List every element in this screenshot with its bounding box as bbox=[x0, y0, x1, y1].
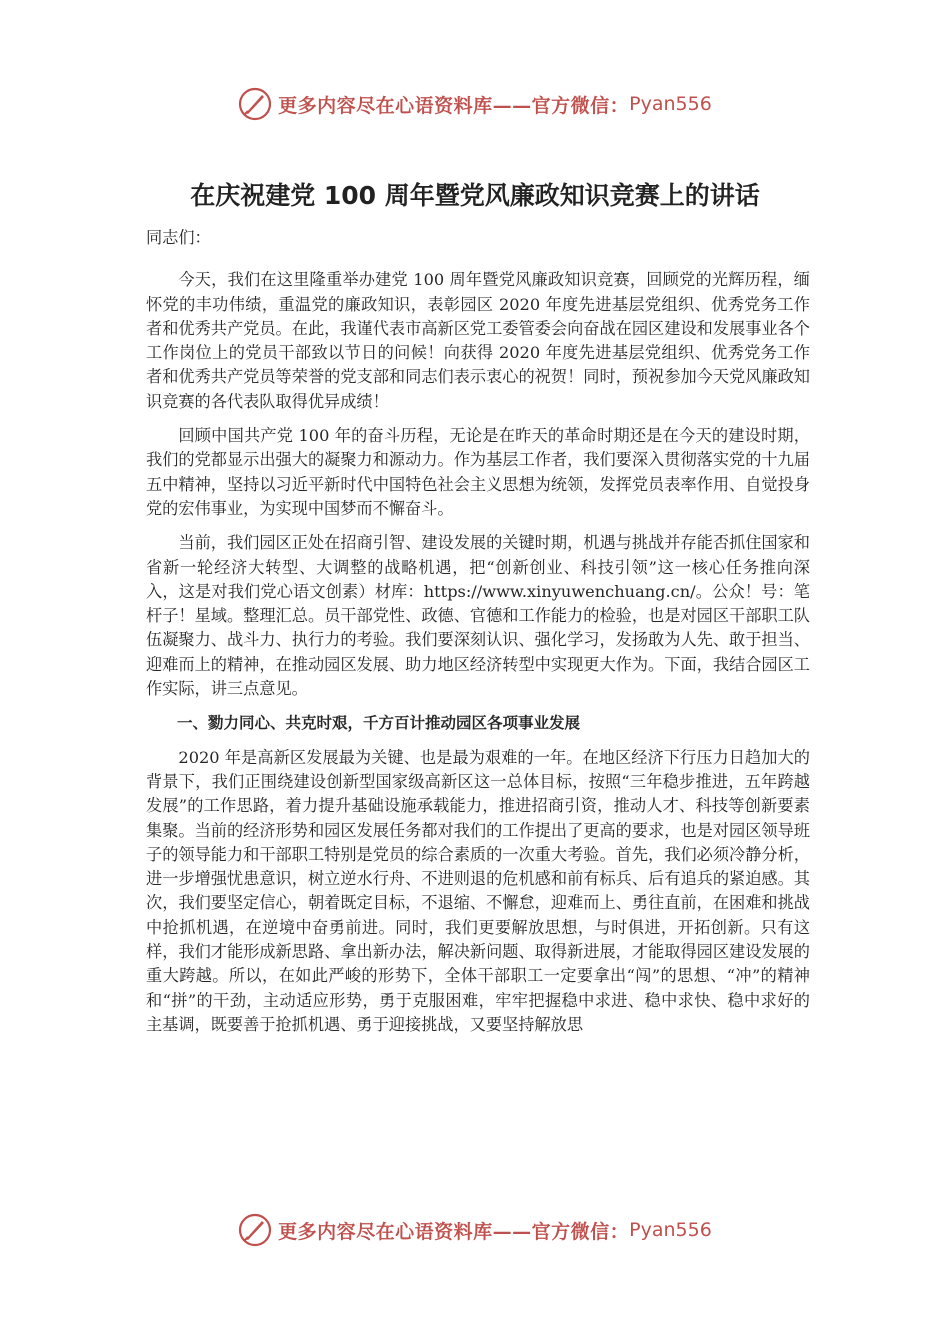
banner-wechat-id: Pyan556 bbox=[629, 1219, 712, 1241]
banner-wechat-id: Pyan556 bbox=[629, 93, 712, 115]
greeting: 同志们： bbox=[146, 228, 211, 247]
paragraph-2: 回顾中国共产党 100 年的奋斗历程，无论是在昨天的革命时期还是在今天的建设时期，我们的党都显示出强大的凝聚力和源动力。作为基层工作者，我们要深入贯彻落实党的十九届五中精神，坚持以习近平新时代中国特色社会主义思想为统领，发挥党员表率作用、自觉投身党的宏伟事业，为实现中国梦而不懈奋斗。 bbox=[146, 426, 810, 518]
section-heading-1: 一、勠力同心、共克时艰，千方百计推动园区各项事业发展 bbox=[177, 714, 581, 733]
banner-text: 更多内容尽在心语资料库——官方微信： bbox=[278, 1220, 630, 1243]
footer-banner bbox=[0, 1210, 950, 1250]
header-banner bbox=[0, 84, 950, 124]
paragraph-3: 当前，我们园区正处在招商引智、建设发展的关键时期，机遇与挑战并存能否抓住国家和省新一轮经济大转型、大调整的战略机遇，把“创新创业、科技引领”这一核心任务推向深入，这是对我们党心语文创素）材库：https://www.xinyuwenchuang.cn/。公众！号：笔杆子！星域。整理汇总。员干部党性、政德、官德和工作能力的检验，也是对园区干部职工队伍凝聚力、战斗力、执行力的考验。我们要深刻认识、强化学习，发扬敢为人先、敢于担当、迎难而上的精神，在推动园区发展、助力地区经济转型中实现更大作为。下面，我结合园区工作实际，讲三点意见。 bbox=[146, 533, 810, 699]
paragraph-1: 今天，我们在这里隆重举办建党 100 周年暨党风廉政知识竞赛，回顾党的光辉历程，缅怀党的丰功伟绩，重温党的廉政知识，表彰园区 2020 年度先进基层党组织、优秀党务工作者和优秀共产党员。在此，我谨代表市高新区党工委管委会向奋战在园区建设和发展事业各个工作岗位上的党员干部致以节日的问候！向获得 2020 年度先进基层党组织、优秀党务工作者和优秀共产党员等荣誉的党支部和同志们表示衷心的祝贺！同时，预祝参加今天党风廉政知识竞赛的各代表队取得优异成绩！ bbox=[146, 270, 810, 411]
quill-logo-icon bbox=[238, 1213, 272, 1247]
document-body bbox=[146, 226, 810, 1047]
banner-text: 更多内容尽在心语资料库——官方微信： bbox=[278, 94, 630, 117]
paragraph-4: 2020 年是高新区发展最为关键、也是最为艰难的一年。在地区经济下行压力日趋加大的背景下，我们正围绕建设创新型国家级高新区这一总体目标，按照“三年稳步推进，五年跨越发展”的工作思路，着力提升基础设施承载能力，推进招商引资，推动人才、科技等创新要素集聚。当前的经济形势和园区发展任务都对我们的工作提出了更高的要求，也是对园区领导班子的领导能力和干部职工特别是党员的综合素质的一次重大考验。首先，我们必须冷静分析，进一步增强忧患意识，树立逆水行舟、不进则退的危机感和前有标兵、后有追兵的紧迫感。其次，我们要坚定信心，朝着既定目标，不退缩、不懈怠，迎难而上、勇往直前，在困难和挑战中抢抓机遇，在逆境中奋勇前进。同时，我们更要解放思想，与时俱进，开拓创新。只有这样，我们才能形成新思路、拿出新办法，解决新问题、取得新进展，才能取得园区建设发展的重大跨越。所以，在如此严峻的形势下，全体干部职工一定要拿出“闯”的思想、“冲”的精神和“拼”的干劲，主动适应形势，勇于克服困难，牢牢把握稳中求进、稳中求快、稳中求好的主基调，既要善于抢抓机遇、勇于迎接挑战，又要坚持解放思 bbox=[146, 747, 810, 1034]
document-title: 在庆祝建党 100 周年暨党风廉政知识竞赛上的讲话 bbox=[190, 181, 760, 210]
quill-logo-icon bbox=[238, 87, 272, 121]
